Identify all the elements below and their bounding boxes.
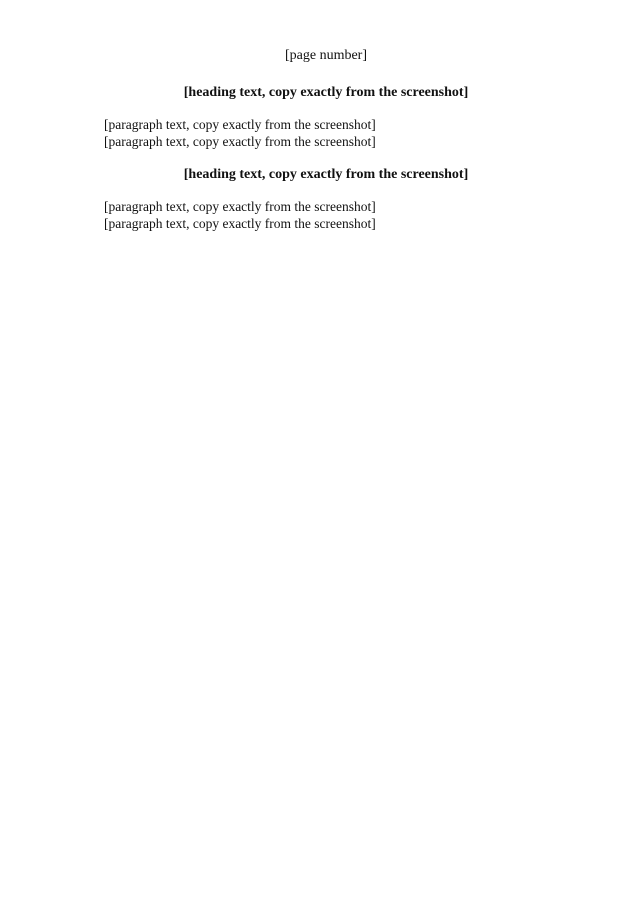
section-heading: [heading text, copy exactly from the screenshot]	[183, 85, 469, 100]
paragraph: [paragraph text, copy exactly from the screenshot]	[104, 134, 376, 149]
document-section	[64, 84, 588, 150]
paragraph: [paragraph text, copy exactly from the screenshot]	[104, 117, 376, 132]
page-number: [page number]	[284, 48, 368, 63]
paragraph: [paragraph text, copy exactly from the screenshot]	[104, 216, 376, 231]
document-body	[64, 84, 588, 232]
paragraph: [paragraph text, copy exactly from the screenshot]	[104, 199, 376, 214]
section-heading: [heading text, copy exactly from the screenshot]	[183, 167, 469, 182]
document-section	[64, 166, 588, 232]
